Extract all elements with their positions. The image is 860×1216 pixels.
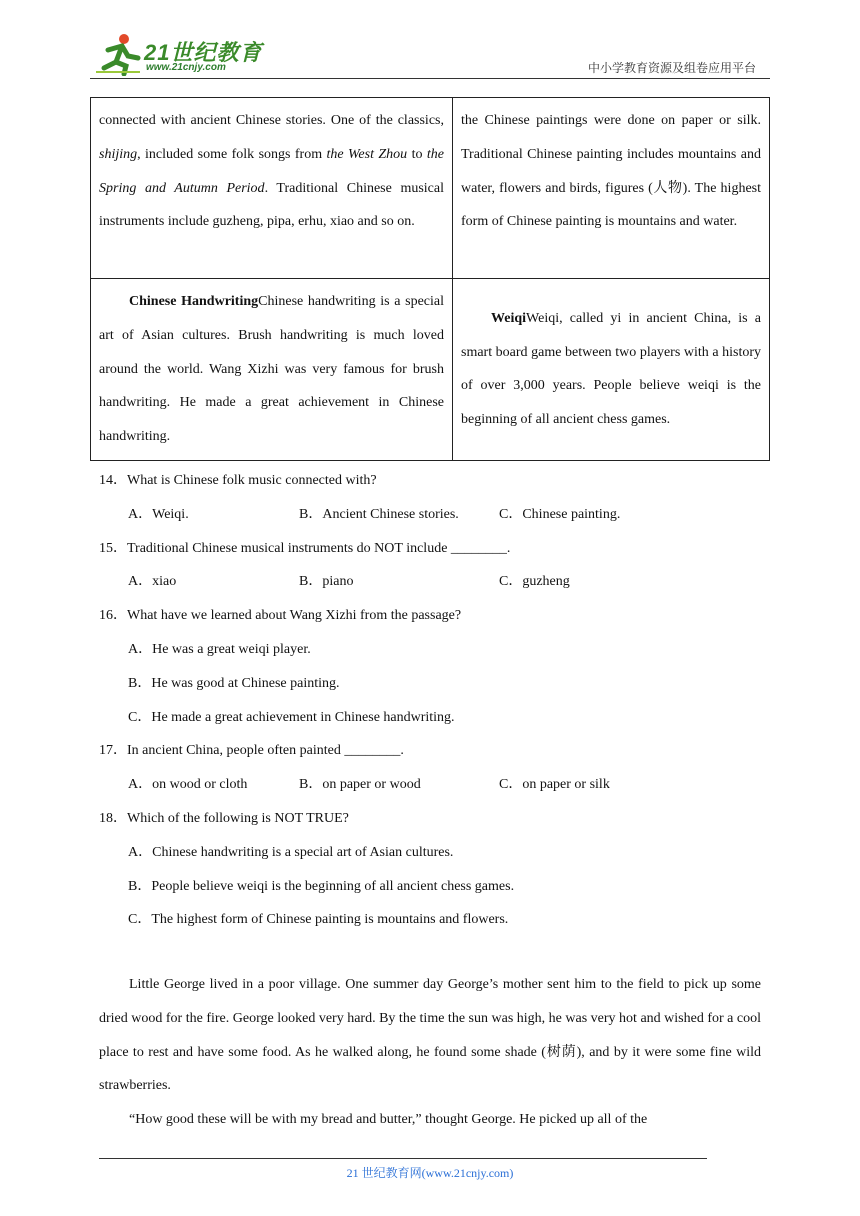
option-c[interactable]: C．guzheng: [499, 574, 570, 590]
question-list: [99, 464, 769, 937]
option-b[interactable]: B．Ancient Chinese stories.: [299, 506, 459, 522]
option-c[interactable]: C．Chinese painting.: [499, 506, 621, 522]
passage-paragraph: Little George lived in a poor village. One summer day George’s mother sent him to the field to pick up some dried wood for the fire. George looked very hard. By the time the sun was high, he was very hot and wished for a cool place to rest and have some food. As he walked along, he found some shade (树荫), and by it were some fine wild strawberries.: [99, 977, 761, 1094]
cell-text: to: [407, 146, 427, 162]
option-row: [99, 768, 769, 802]
option-row: [99, 565, 769, 599]
option-a[interactable]: A．xiao: [128, 574, 177, 590]
question-stem: 17．In ancient China, people often painted ________.: [99, 743, 404, 759]
option-b[interactable]: B．People believe weiqi is the beginning of all ancient chess games.: [128, 878, 515, 894]
reading-table: [90, 97, 770, 461]
cell-italic: shijing: [99, 146, 138, 162]
question-stem: 14．What is Chinese folk music connected with?: [99, 473, 377, 488]
cell-text: the Chinese paintings were done on paper or silk. Traditional Chinese painting includes mountains and water, flowers and birds, figures (人物). The highest form of Chinese painting is mountains and water.: [461, 113, 761, 230]
handwriting-cell: [91, 279, 453, 461]
question-stem: 16．What have we learned about Wang Xizhi from the passage?: [99, 608, 462, 624]
passage-paragraph: “How good these will be with my bread and butter,” thought George. He picked up all of the: [129, 1112, 648, 1128]
cell-text: Weiqi, called yi in ancient China, is a smart board game between two players with a history of over 3,000 years. People believe weiqi is the beginning of all ancient chess games.: [461, 310, 761, 428]
footer-divider: [99, 1158, 707, 1159]
option-a[interactable]: A．Chinese handwriting is a special art of Asian cultures.: [128, 844, 454, 860]
weiqi-cell: [453, 279, 770, 461]
logo-url: www.21cnjy.com: [146, 62, 226, 73]
runner-logo-icon: [94, 32, 142, 76]
cell-title: Chinese Handwriting: [129, 294, 259, 309]
table-row: [91, 98, 770, 279]
option-a[interactable]: A．Weiqi.: [128, 506, 189, 522]
option-b[interactable]: B．on paper or wood: [299, 777, 421, 793]
option-a[interactable]: A．on wood or cloth: [128, 777, 248, 793]
cell-text: connected with ancient Chinese stories. One of the classics,: [99, 113, 444, 128]
option-b[interactable]: B．He was good at Chinese painting.: [128, 675, 340, 691]
logo-text: 21世纪教育: [144, 40, 263, 65]
painting-cell: [453, 98, 770, 279]
cell-title: Weiqi: [491, 310, 527, 326]
folk-music-cell: [91, 98, 453, 279]
option-a[interactable]: A．He was a great weiqi player.: [128, 641, 311, 657]
footer-link[interactable]: 21 世纪教育网(www.21cnjy.com): [346, 1166, 514, 1180]
cell-text: Chinese handwriting is a special art of Asian cultures. Brush handwriting is much loved around the world. Wang Xizhi was very famous for brush handwriting. He made a great achievement in Chinese handwriting.: [99, 294, 444, 445]
page-header: [90, 30, 770, 79]
question-stem: 15．Traditional Chinese musical instruments do NOT include ________.: [99, 540, 511, 556]
site-logo[interactable]: [94, 32, 264, 76]
question-stem: 18．Which of the following is NOT TRUE?: [99, 810, 349, 826]
cell-italic: the West Zhou: [326, 146, 408, 162]
option-row: [99, 498, 769, 532]
table-row: [91, 279, 770, 461]
platform-name: 中小学教育资源及组卷应用平台: [587, 61, 756, 75]
cell-italic: the Spring and Autumn Period: [99, 146, 445, 196]
option-c[interactable]: C．The highest form of Chinese painting is mountains and flowers.: [128, 912, 509, 928]
option-b[interactable]: B．piano: [299, 574, 354, 590]
reading-passage: [99, 968, 761, 1137]
cell-text: . Traditional Chinese musical instruments include guzheng, pipa, erhu, xiao and so on.: [99, 180, 444, 230]
option-c[interactable]: C．He made a great achievement in Chinese handwriting.: [128, 709, 455, 725]
cell-text: , included some folk songs from: [137, 146, 327, 162]
option-c[interactable]: C．on paper or silk: [499, 777, 610, 793]
